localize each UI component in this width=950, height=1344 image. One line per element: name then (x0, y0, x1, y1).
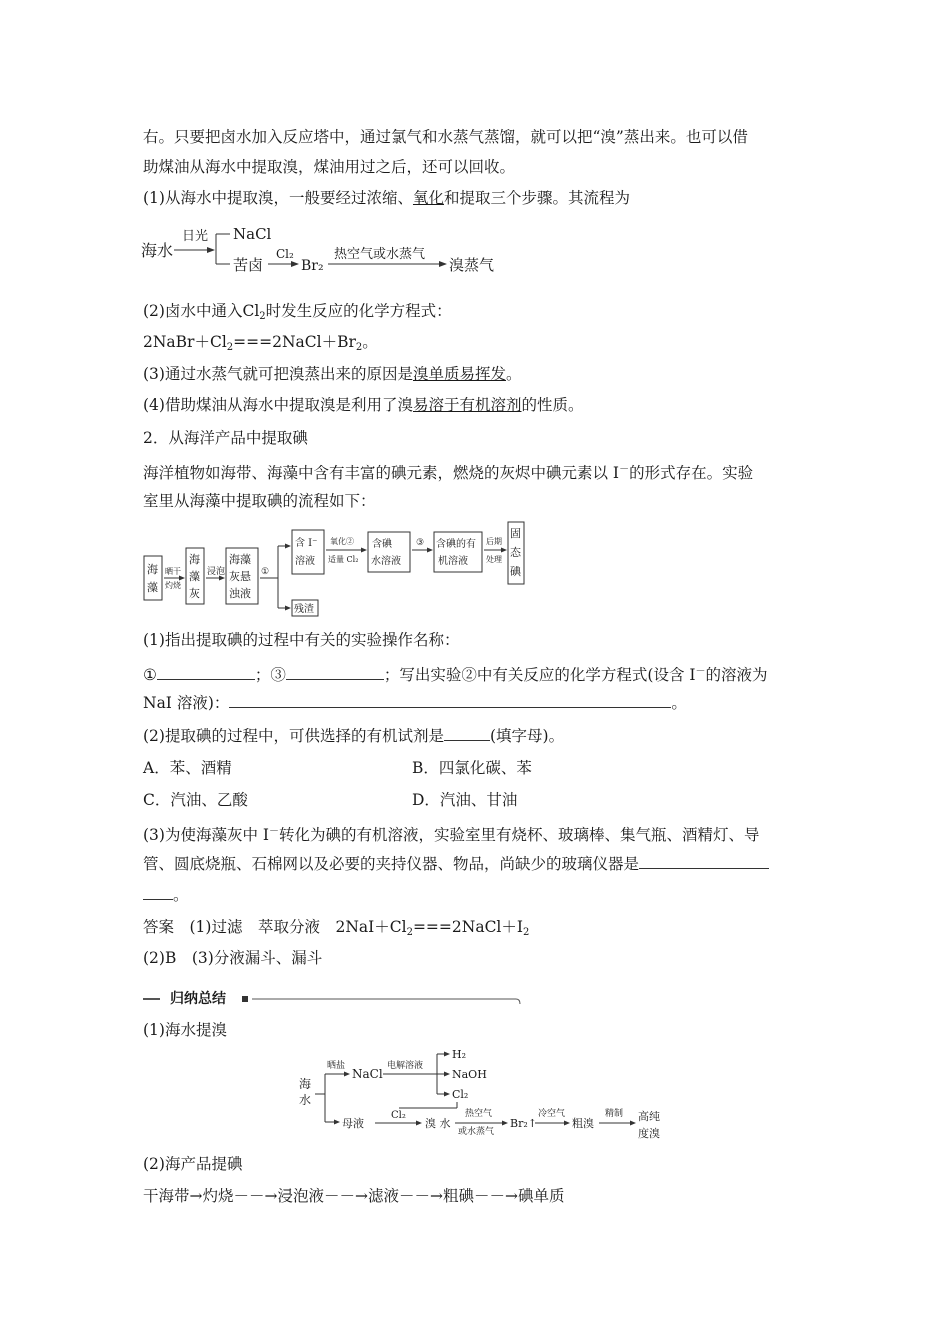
flow-text: 海 (189, 553, 200, 566)
iodine-intro-1 (143, 460, 753, 483)
blank-instruments-cont[interactable] (143, 885, 173, 900)
flow-text: 含碘 (372, 539, 392, 550)
flow-box-iodide-solution (292, 530, 324, 574)
flow-label-later: 后期 (486, 537, 502, 546)
flow-br2: Br₂ (301, 258, 324, 274)
text: (2)提取碘的过程中，可供选择的有机试剂是 (143, 727, 444, 745)
text: 。 (671, 694, 687, 712)
bromine-question-2 (143, 301, 452, 327)
option-d: D．汽油、甘油 (412, 791, 518, 809)
flow-bittern: 苦卤 (233, 256, 264, 274)
flow-br2: Br₂↑ (510, 1117, 537, 1130)
option-c: C．汽油、乙酸 (143, 791, 248, 809)
text: 时发生反应的化学方程式： (265, 302, 452, 320)
flow-seawater: 海水 (141, 241, 174, 260)
blank-equation[interactable] (229, 693, 671, 708)
subscript: 2 (259, 311, 266, 322)
flow-nacl: NaCl (233, 225, 272, 243)
flow-text: 藻 (147, 581, 158, 594)
text: 的溶液为 (705, 666, 768, 684)
flow-bromine-water: 溴 水 (425, 1117, 451, 1130)
text: (3)通过水蒸气就可把溴蒸出来的原因是 (143, 365, 413, 383)
subscript: 2 (406, 927, 413, 938)
iodine-question-3 (143, 822, 760, 845)
superscript: － (269, 826, 280, 837)
text: ===2NaCl＋Br (233, 333, 356, 351)
text: ；③ (254, 666, 286, 684)
text: 。 (362, 333, 378, 351)
summary-item-2: (2)海产品提碘 (143, 1155, 243, 1173)
flow-cl2: Cl₂ (452, 1088, 469, 1101)
blank-choice[interactable] (444, 726, 490, 741)
summary-bromine-diagram (295, 1044, 665, 1148)
iodine-question-3-line-3 (143, 885, 189, 905)
iodine-question-3-line-2 (143, 854, 769, 874)
flow-crude-bromine: 粗溴 (572, 1117, 594, 1130)
flow-label-cold-air: 冷空气 (538, 1109, 566, 1119)
text: ① (143, 666, 157, 684)
text: 海洋植物如海带、海藻中含有丰富的碘元素，燃烧的灰烬中碘元素以 I (143, 464, 620, 482)
flow-text: 浊液 (229, 587, 251, 600)
text: (4)借助煤油从海水中提取溴是利用了溴 (143, 396, 413, 414)
summary-iodine-flow: 干海带→灼烧－－→浸泡液－－→滤液－－→粗碘－－→碘单质 (143, 1187, 565, 1205)
option-a: A．苯、酒精 (143, 759, 232, 777)
text: (2)卤水中通入Cl (143, 302, 260, 320)
flow-h2: H₂ (452, 1048, 467, 1061)
text: 答案 (1)过滤 萃取分液 2NaI＋Cl (143, 918, 407, 936)
iodine-question-1-line-3 (143, 693, 687, 713)
text: 和提取三个步骤。其流程为 (443, 189, 630, 207)
text: 管、圆底烧瓶、石棉网以及必要的夹持仪器、物品，尚缺少的玻璃仪器是 (143, 855, 640, 873)
bromine-question-4 (143, 395, 584, 415)
flow-text: 碘 (510, 565, 521, 578)
bromine-equation (143, 332, 378, 358)
summary-item-1: (1)海水提溴 (143, 1021, 227, 1039)
intro-line-1: 右。只要把卤水加入反应塔中，通过氯气和水蒸气蒸馏，就可以把“溴”蒸出来。也可以借 (143, 128, 748, 146)
flow-label-hot-air: 热空气 (465, 1109, 493, 1119)
text: ===2NaCl＋I (412, 918, 524, 936)
flow-label-step1: ① (261, 567, 270, 577)
text: 的性质。 (521, 396, 584, 414)
flow-label-refine: 精制 (605, 1109, 624, 1119)
flow-naoh: NaOH (452, 1068, 487, 1081)
flow-sunlight-label: 日光 (182, 229, 209, 244)
flow-text: 含碘的有 (436, 539, 476, 550)
flow-label-burn: 灼烧 (165, 581, 181, 590)
flow-bromine-vapor: 溴蒸气 (449, 256, 495, 274)
text: 的形式存在。实验 (629, 464, 754, 482)
flow-label-steam: 或水蒸气 (458, 1127, 495, 1137)
answer-underline: 氧化 (412, 189, 444, 207)
iodine-question-1: (1)指出提取碘的过程中有关的实验操作名称： (143, 631, 460, 649)
text: ；写出实验②中有关反应的化学方程式(设含 I (383, 666, 696, 684)
blank-3[interactable] (286, 665, 384, 680)
flow-text: 态 (510, 546, 521, 559)
flow-label-process: 处理 (486, 555, 502, 564)
flow-text: 水溶液 (371, 556, 401, 567)
text: (填字母)。 (489, 727, 565, 745)
flow-cl2-label: Cl₂ (276, 247, 294, 261)
flow-text: 残渣 (294, 604, 314, 615)
flow-text: 含 I⁻ (295, 538, 318, 549)
iodine-intro-2: 室里从海藻中提取碘的流程如下： (143, 492, 376, 510)
iodine-question-1-line-2 (143, 662, 768, 685)
flow-text: 海 (147, 563, 158, 576)
superscript: － (695, 666, 706, 677)
flow-label-dry: 晒干 (165, 567, 181, 576)
flow-label-chlorine: 适量 Cl₂ (328, 555, 359, 564)
flow-text: 海藻 (229, 553, 251, 566)
iodine-question-2 (143, 726, 564, 746)
iodine-flow-diagram (140, 520, 530, 620)
text: (3)为使海藻灰中 I (143, 826, 270, 844)
text: (1)从海水中提取溴，一般要经过浓缩、 (143, 189, 413, 207)
text: 转化为碘的有机溶液，实验室里有烧杯、玻璃棒、集气瓶、酒精灯、导 (279, 826, 760, 844)
summary-banner (140, 988, 522, 1008)
bromine-question-1 (143, 188, 630, 208)
superscript: － (619, 464, 630, 475)
subscript: 2 (355, 342, 363, 353)
flow-text: 灰 (189, 587, 200, 600)
flow-text: 高纯 (638, 1110, 660, 1123)
flow-hot-air-label: 热空气或水蒸气 (334, 247, 426, 262)
answer-underline: 易溶于有机溶剂 (412, 396, 522, 414)
flow-text: 灰悬 (229, 570, 251, 583)
flow-label-electrolysis: 电解溶液 (387, 1061, 424, 1071)
text: 。 (505, 365, 522, 383)
subscript: 2 (226, 342, 234, 353)
flow-mother-liquor: 母液 (342, 1117, 364, 1130)
flow-text: 固 (510, 527, 521, 540)
blank-1[interactable] (157, 665, 255, 680)
flow-text: 度溴 (638, 1127, 660, 1140)
flow-label-soak: 浸泡 (207, 567, 226, 577)
bromine-flow-diagram (138, 218, 518, 280)
answer-underline: 溴单质易挥发 (412, 365, 506, 383)
bromine-question-3 (143, 364, 522, 384)
text: NaI 溶液)： (143, 694, 230, 712)
iodine-heading: 2．从海洋产品中提取碘 (143, 429, 308, 447)
blank-instruments[interactable] (639, 854, 769, 869)
text: 2NaBr＋Cl (143, 333, 227, 351)
summary-title: 归纳总结 (170, 991, 226, 1007)
flow-label-salt: 晒盐 (327, 1061, 346, 1071)
intro-line-2: 助煤油从海水中提取溴，煤油用过之后，还可以回收。 (143, 158, 516, 176)
flow-label-step3: ③ (416, 538, 425, 548)
text: 。 (173, 886, 189, 904)
answer-line-1 (143, 917, 529, 943)
subscript: 2 (523, 927, 530, 938)
summary-bullet (242, 996, 248, 1002)
flow-label-cl2: Cl₂ (391, 1110, 406, 1121)
flow-text: 机溶液 (438, 556, 468, 567)
answer-line-2: (2)B (3)分液漏斗、漏斗 (143, 949, 323, 967)
flow-text: 溶液 (295, 556, 315, 567)
flow-text: 水 (299, 1093, 312, 1107)
flow-label-oxidation: 氧化② (330, 537, 354, 546)
flow-text: 海 (299, 1077, 312, 1091)
option-b: B．四氯化碳、苯 (412, 759, 532, 777)
flow-nacl: NaCl (352, 1067, 383, 1081)
flow-text: 藻 (189, 570, 200, 583)
